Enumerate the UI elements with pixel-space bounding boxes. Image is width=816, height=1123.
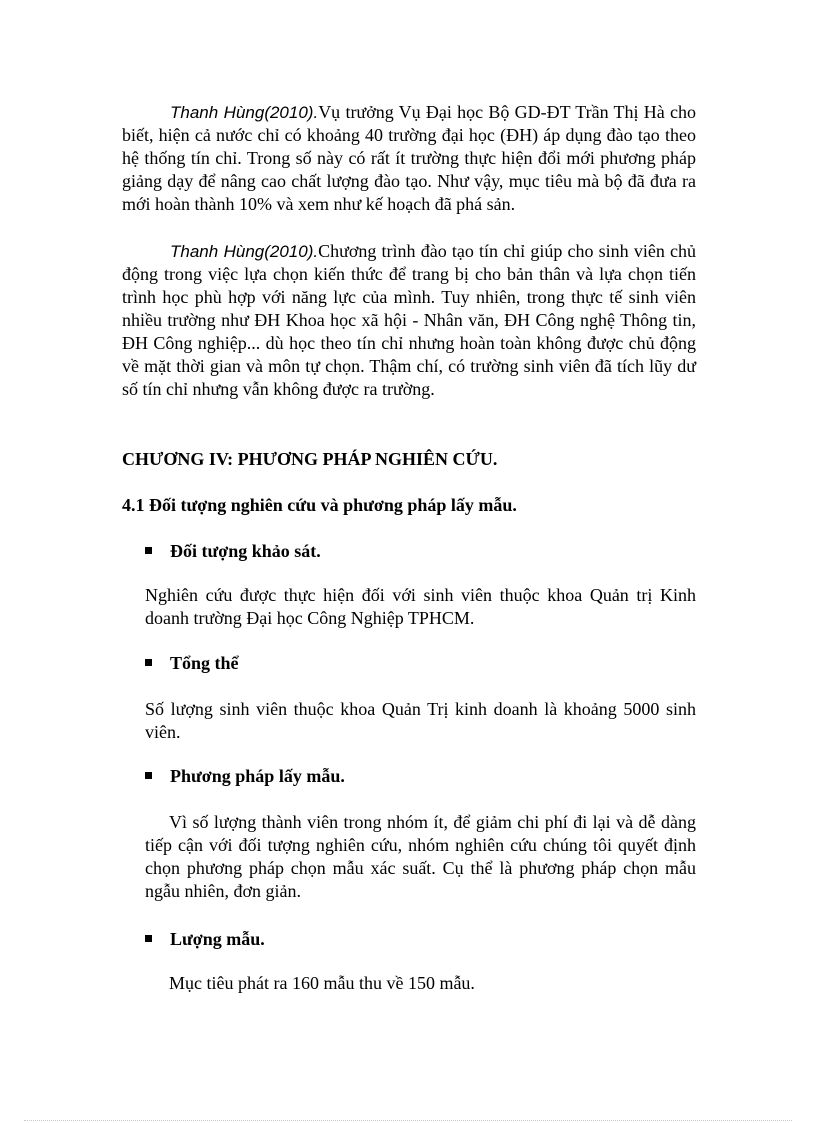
bullet-item-sampling-method xyxy=(145,765,345,788)
bullet-title: Lượng mẫu. xyxy=(170,929,265,949)
bullet-item-sample-size xyxy=(145,928,265,951)
bullet-body: Mục tiêu phát ra 160 mẫu thu về 150 mẫu. xyxy=(169,973,475,993)
bullet-title: Tổng thể xyxy=(170,653,239,673)
square-bullet-icon xyxy=(145,659,152,666)
bullet-body: Số lượng sinh viên thuộc khoa Quản Trị kinh doanh là khoảng 5000 sinh viên. xyxy=(145,699,696,742)
paragraph-2 xyxy=(122,240,696,401)
square-bullet-icon xyxy=(145,772,152,779)
bullet-title: Phương pháp lấy mẫu. xyxy=(170,766,345,786)
paragraph-1 xyxy=(122,101,696,216)
page-bottom-divider xyxy=(24,1120,792,1121)
chapter-heading: CHƯƠNG IV: PHƯƠNG PHÁP NGHIÊN CỨU. xyxy=(122,449,498,469)
paragraph-2-text: Chương trình đào tạo tín chỉ giúp cho sinh viên chủ động trong việc lựa chọn kiến thức để trang bị cho bản thân và lựa chọn tiến trình học phù hợp với năng lực của mình. Tuy nhiên, trong thực tế sinh viên nhiều trường như ĐH Khoa học xã hội - Nhân văn, ĐH Công nghệ Thông tin, ĐH Công nghiệp... dù học theo tín chỉ nhưng hoàn toàn không được chủ động về mặt thời gian và môn tự chọn. Thậm chí, có trường sinh viên đã tích lũy dư số tín chỉ nhưng vẫn không được ra trường. xyxy=(122,241,696,399)
bullet-title: Đối tượng khảo sát. xyxy=(170,541,321,561)
section-heading: 4.1 Đối tượng nghiên cứu và phương pháp lấy mẫu. xyxy=(122,495,517,515)
bullet-body: Vì số lượng thành viên trong nhóm ít, để giảm chi phí đi lại và dễ dàng tiếp cận với đối tượng nghiên cứu, nhóm nghiên cứu chúng tôi quyết định chọn phương pháp chọn mẫu xác suất. Cụ thể là phương pháp chọn mẫu ngẫu nhiên, đơn giản. xyxy=(145,812,696,901)
bullet-item-survey-subject xyxy=(145,540,321,563)
square-bullet-icon xyxy=(145,547,152,554)
citation-2: Thanh Hùng(2010). xyxy=(170,242,319,261)
square-bullet-icon xyxy=(145,935,152,942)
bullet-item-population xyxy=(145,652,239,675)
bullet-body: Nghiên cứu được thực hiện đối với sinh viên thuộc khoa Quản trị Kinh doanh trường Đại học Công Nghiệp TPHCM. xyxy=(145,585,696,628)
citation-1: Thanh Hùng(2010). xyxy=(170,103,319,122)
paragraph-1-text: Vụ trưởng Vụ Đại học Bộ GD-ĐT Trần Thị Hà cho biết, hiện cả nước chỉ có khoảng 40 trường đại học (ĐH) áp dụng đào tạo theo hệ thống tín chỉ. Trong số này có rất ít trường thực hiện đổi mới phương pháp giảng dạy để nâng cao chất lượng đào tạo. Như vậy, mục tiêu mà bộ đã đưa ra mới hoàn thành 10% và xem như kế hoạch đã phá sản. xyxy=(122,102,696,214)
